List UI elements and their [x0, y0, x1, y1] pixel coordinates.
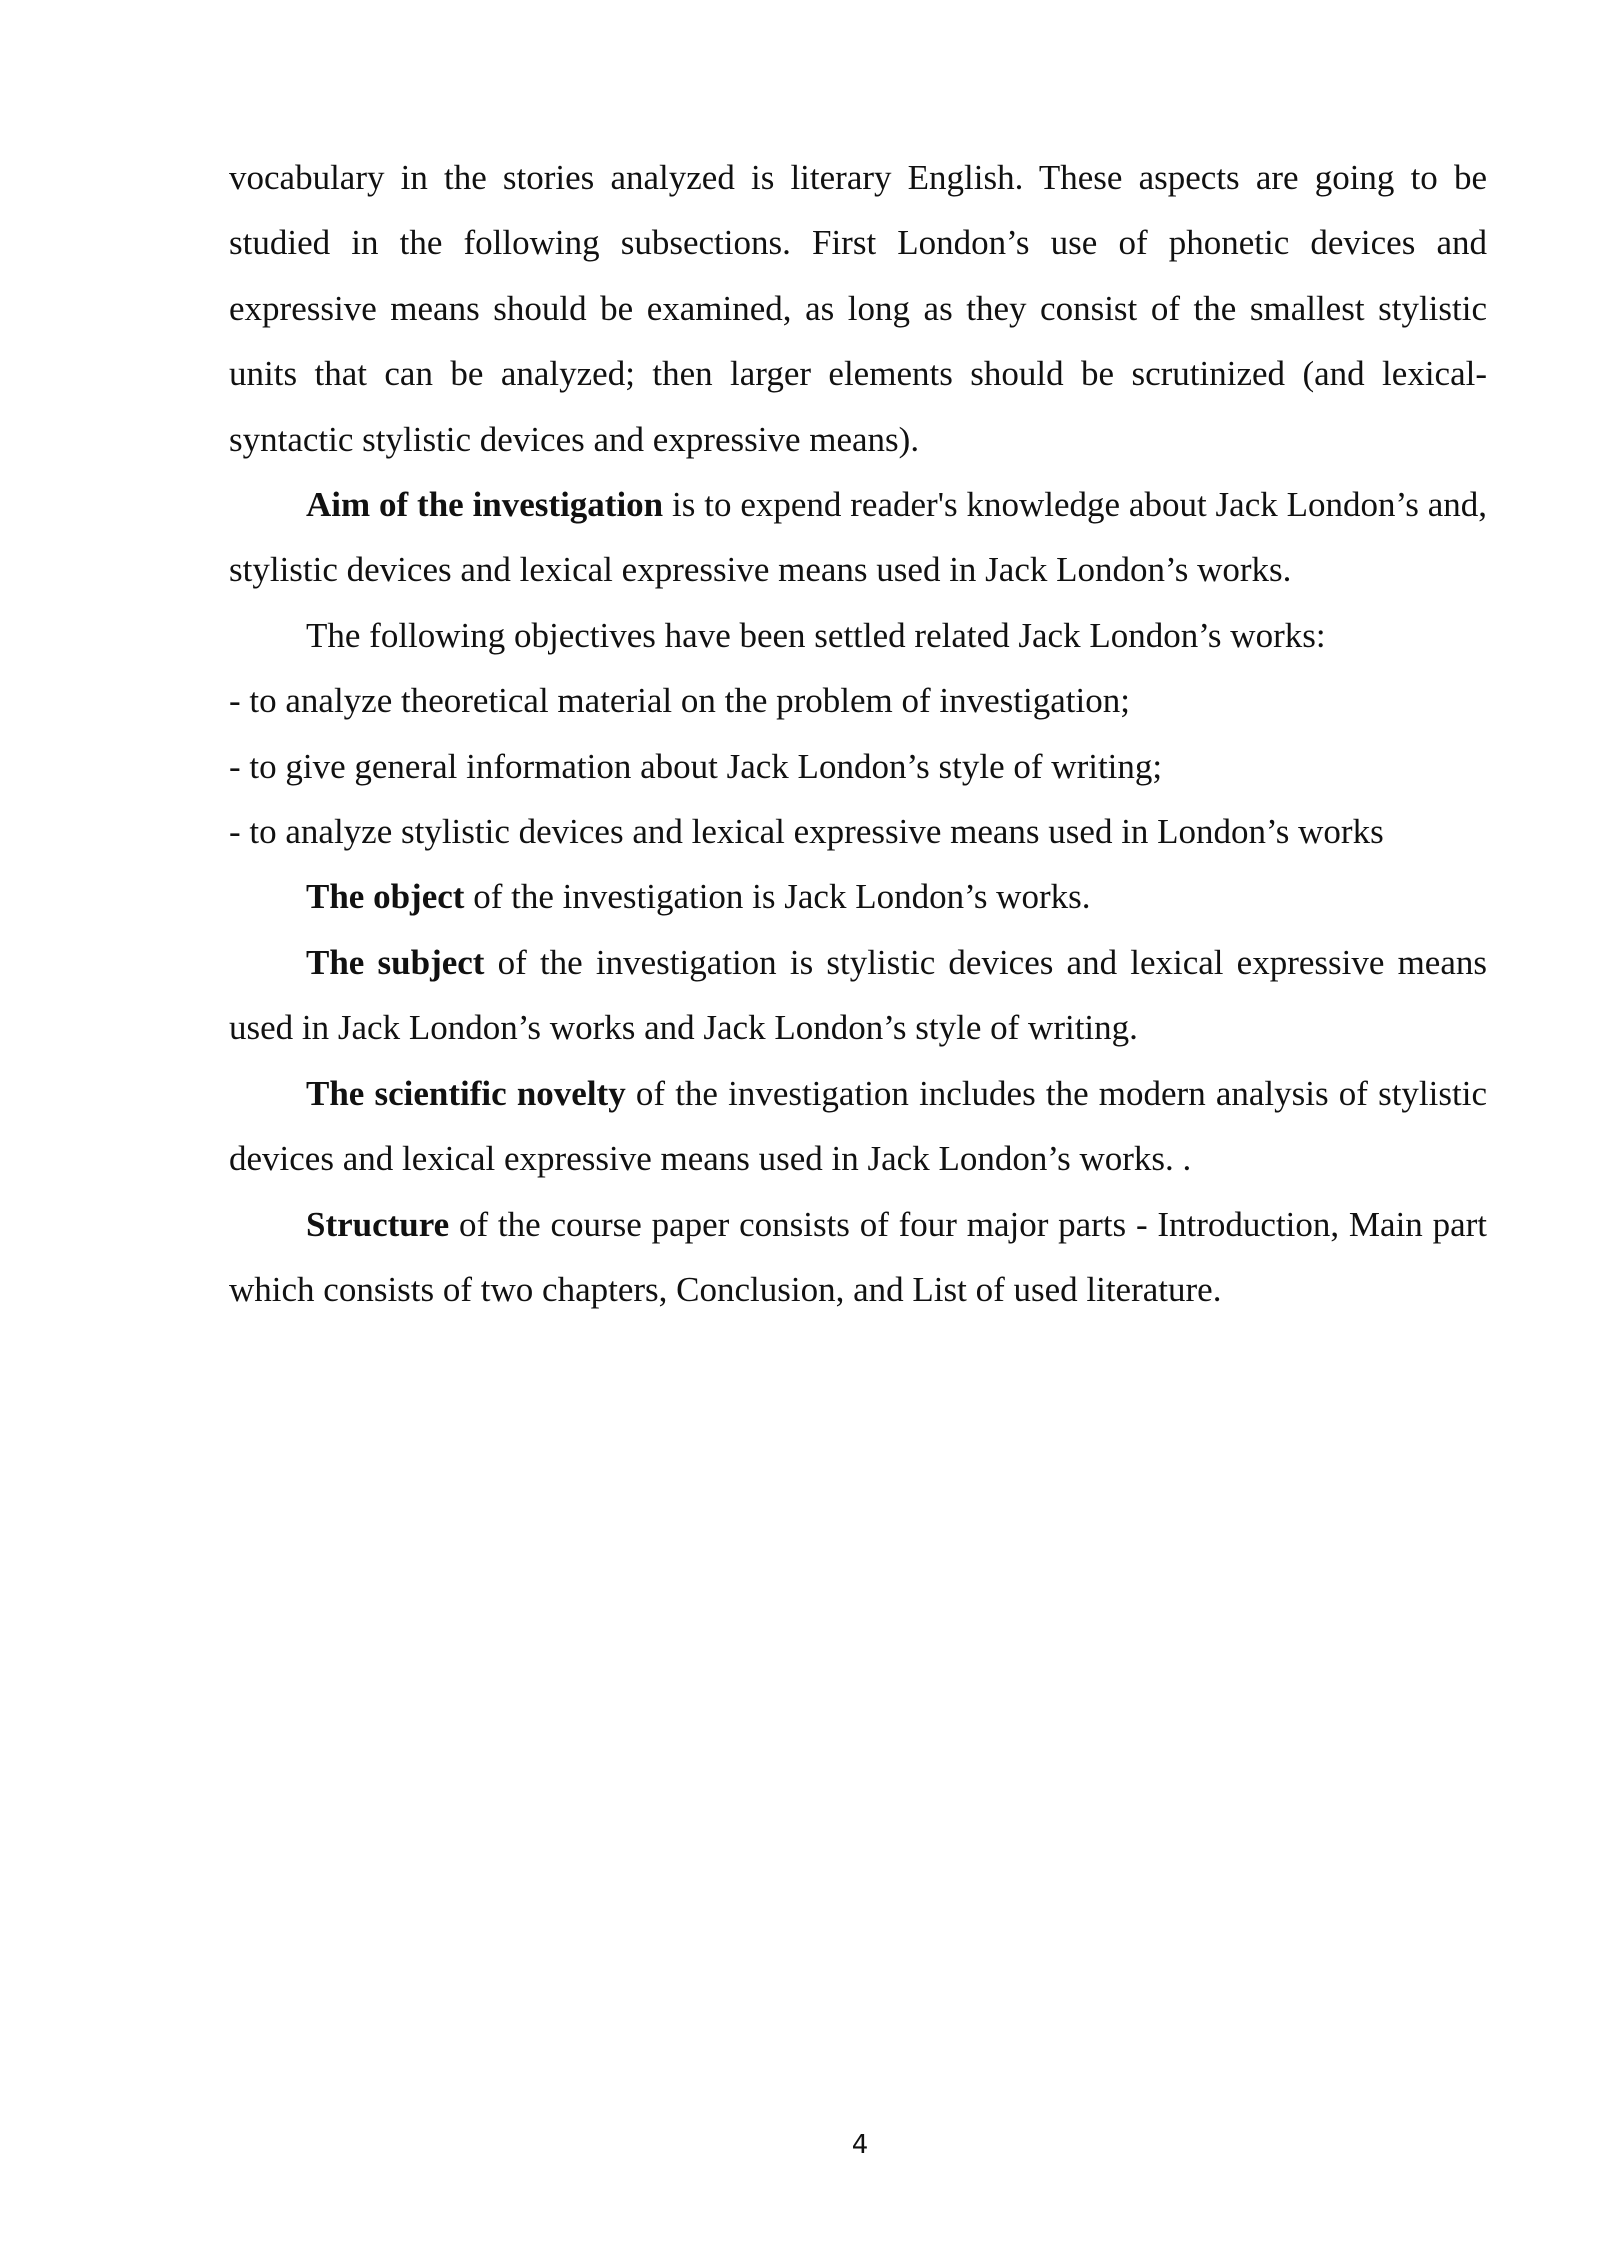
page-number: 4: [851, 2130, 869, 2160]
aim-text: is to expend reader's knowledge about Jack London’s and, stylistic devices and lexical expressive means used in Jack London’s works.: [229, 485, 1487, 590]
structure-label: Structure: [306, 1204, 450, 1244]
objectives-intro: The following objectives have been settled related Jack London’s works:: [306, 615, 1326, 655]
object-label: The object: [306, 877, 465, 917]
novelty-paragraph: [229, 1061, 1487, 1192]
object-text: of the investigation is Jack London’s works.: [464, 877, 1091, 917]
intro-paragraph: vocabulary in the stories analyzed is literary English. These aspects are going to be studied in the following subsections. First London’s use of phonetic devices and expressive means should be examined, as long as they consist of the smallest stylistic units that can be analyzed; then larger elements should be scrutinized (and lexical-syntactic stylistic devices and expressive means).: [229, 158, 1487, 459]
objective-item-2: - to give general information about Jack London’s style of writing;: [229, 746, 1163, 786]
novelty-label: The scientific novelty: [306, 1073, 626, 1113]
objective-item-1: - to analyze theoretical material on the problem of investigation;: [229, 681, 1130, 721]
structure-paragraph: [229, 1192, 1487, 1323]
subject-paragraph: [229, 930, 1487, 1061]
subject-text: of the investigation is stylistic devices and lexical expressive means used in Jack London’s works and Jack London’s style of writing.: [229, 942, 1487, 1048]
novelty-text: of the investigation includes the modern analysis of stylistic devices and lexical expressive means used in Jack London’s works. .: [229, 1073, 1487, 1179]
subject-label: The subject: [306, 942, 485, 982]
object-paragraph: [229, 864, 1487, 929]
aim-label: Aim of the investigation: [306, 485, 664, 525]
objective-item-3: - to analyze stylistic devices and lexical expressive means used in London’s works: [229, 812, 1384, 852]
page-body: [229, 145, 1487, 1322]
aim-paragraph: [229, 472, 1487, 603]
structure-text: of the course paper consists of four major parts - Introduction, Main part which consists of two chapters, Conclusion, and List of used literature.: [229, 1204, 1487, 1309]
